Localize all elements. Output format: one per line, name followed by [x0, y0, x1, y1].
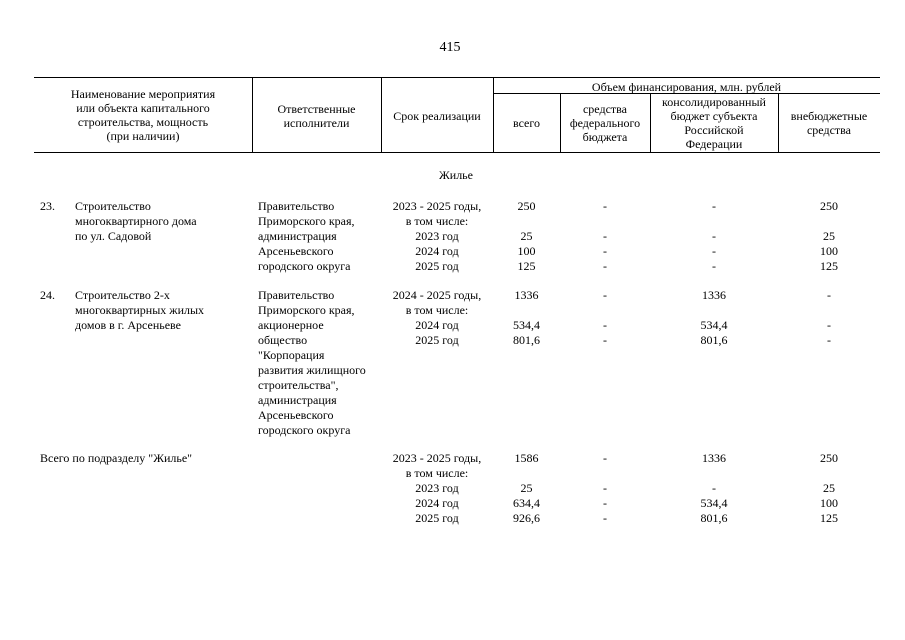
- row-regional: 1336 534,4 801,6: [700, 288, 728, 347]
- summary-period: 2023 - 2025 годы, в том числе: 2023 год 2024 год 2025 год: [392, 451, 482, 525]
- row-responsible: Правительство Приморского края, администрация Арсеньевского городского округа: [258, 199, 355, 273]
- row-name: Строительство многоквартирного дома по ул. Садовой: [75, 199, 197, 243]
- row-federal: - - - -: [603, 199, 607, 273]
- row-offbudget: 250 25 100 125: [820, 199, 838, 273]
- header-col-name: Наименование мероприятия или объекта капитального строительства, мощность (при наличии): [70, 87, 216, 143]
- header-col-federal: средства федерального бюджета: [569, 102, 641, 144]
- summary-label: Всего по подразделу "Жилье": [40, 451, 193, 465]
- row-total: 250 25 100 125: [517, 199, 536, 273]
- header-col-responsible: Ответственные исполнители: [277, 102, 356, 130]
- header-col-regional: консолидированный бюджет субъекта Российской Федерации: [662, 95, 766, 151]
- summary-offbudget: 250 25 100 125: [820, 451, 838, 525]
- header-col-period: Срок реализации: [393, 109, 481, 123]
- header-col-total: всего: [512, 116, 541, 130]
- row-period: 2023 - 2025 годы, в том числе: 2023 год 2024 год 2025 год: [392, 199, 482, 273]
- row-number: 23.: [40, 199, 55, 213]
- header-funding-group: Объем финансирования, млн. рублей: [591, 80, 782, 94]
- row-federal: - - -: [603, 288, 607, 347]
- row-total: 1336 534,4 801,6: [513, 288, 540, 347]
- section-title: Жилье: [439, 168, 473, 182]
- table-header-bottom-border: [34, 152, 880, 153]
- table-top-border: [34, 77, 880, 78]
- row-name: Строительство 2-х многоквартирных жилых домов в г. Арсеньеве: [75, 288, 205, 332]
- header-col-offbudget: внебюджетные средства: [790, 109, 868, 137]
- summary-federal: - - - -: [603, 451, 607, 525]
- summary-regional: 1336 - 534,4 801,6: [700, 451, 728, 525]
- row-regional: - - - -: [712, 199, 716, 273]
- row-responsible: Правительство Приморского края, акционерное общество "Корпорация развития жилищного строительства", администрация Арсеньевского городского округа: [258, 288, 366, 437]
- row-period: 2024 - 2025 годы, в том числе: 2024 год 2025 год: [392, 288, 482, 347]
- row-offbudget: - - -: [827, 288, 831, 347]
- summary-total: 1586 25 634,4 926,6: [513, 451, 540, 525]
- row-number: 24.: [40, 288, 55, 302]
- page-number: 415: [439, 40, 461, 55]
